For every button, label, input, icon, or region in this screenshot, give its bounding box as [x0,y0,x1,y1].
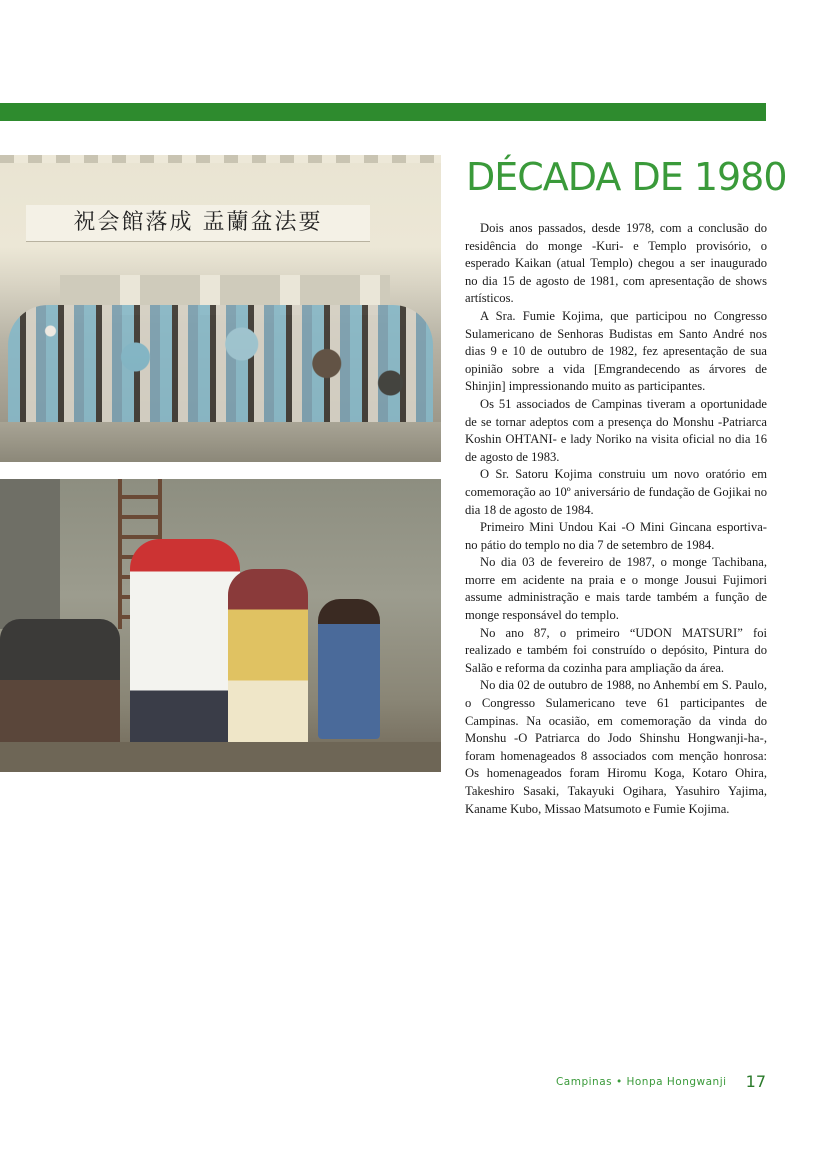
article-body [465,220,767,818]
dance-photo [0,479,441,772]
wall-shadow [0,479,60,629]
section-title: DÉCADA DE 1980 [466,155,787,199]
paragraph: No dia 03 de fevereiro de 1987, o monge Tachibana, morre em acidente na praia e o monge Jousui Fujimori assume administração e mais tarde também a função de monge responsável do templo. [465,555,767,623]
paragraph: Os 51 associados de Campinas tiveram a oportunidade de se tornar adeptos com a presença do Monshu -Patriarca Koshin OHTANI- e lady Noriko na visita oficial no dia 16 de agosto de 1983. [465,396,767,464]
floor [0,742,441,772]
group-photo [0,155,441,462]
photo-banner: 祝会館落成 盂蘭盆法要 [26,205,370,242]
roof-edge [0,155,441,163]
ground [0,422,441,462]
paragraph: A Sra. Fumie Kojima, que participou no Congresso Sulamericano de Senhoras Budistas em Santo André nos dias 9 e 10 de outubro de 1982, fez apresentação de sua opinião sobre a vida [Emgrandecendo as árvores de Shinjin] impressionando muito as participantes. [465,308,767,394]
page-number: 17 [745,1072,766,1091]
paragraph: Dois anos passados, desde 1978, com a conclusão do residência do monge -Kuri- e Templo provisório, o esperado Kaikan (atual Templo) chegou a ser inaugurado no dia 15 de agosto de 1981, com apresentação de shows artísticos. [465,221,767,306]
paragraph: No ano 87, o primeiro “UDON MATSURI” foi realizado e também foi construído o depósito, Pintura do Salão e reforma da cozinha para ampliação da área. [465,625,767,675]
page-footer [556,1071,766,1091]
running-head: Campinas • Honpa Hongwanji [555,1075,727,1088]
standing-woman [318,599,380,739]
masked-dancer-left [130,539,240,772]
paragraph: O Sr. Satoru Kojima construiu um novo oratório em comemoração ao 10º aniversário de fundação de Gojikai no dia 18 de agosto de 1984. [465,467,767,517]
paragraph: No dia 02 de outubro de 1988, no Anhembí em S. Paulo, o Congresso Sulamericano teve 61 participantes de Campinas. Na ocasião, em comemoração da vinda do Monshu -O Patriarca do Jodo Shinshu Hongwanji-ha-, foram homenageados 8 associados com menção honrosa: Os homenageados foram Hiromu Koga, Kotaro Ohira, Takeshiro Sasaki, Takayuki Ogihara, Yasuhiro Yajima, Kaname Kubo, Missao Matsumoto e Fumie Kojima. [465,678,767,816]
header-accent-bar [0,103,766,121]
crowd-of-people [8,305,433,435]
paragraph: Primeiro Mini Undou Kai -O Mini Gincana esportiva- no pátio do templo no dia 7 de setembro de 1984. [465,520,767,552]
